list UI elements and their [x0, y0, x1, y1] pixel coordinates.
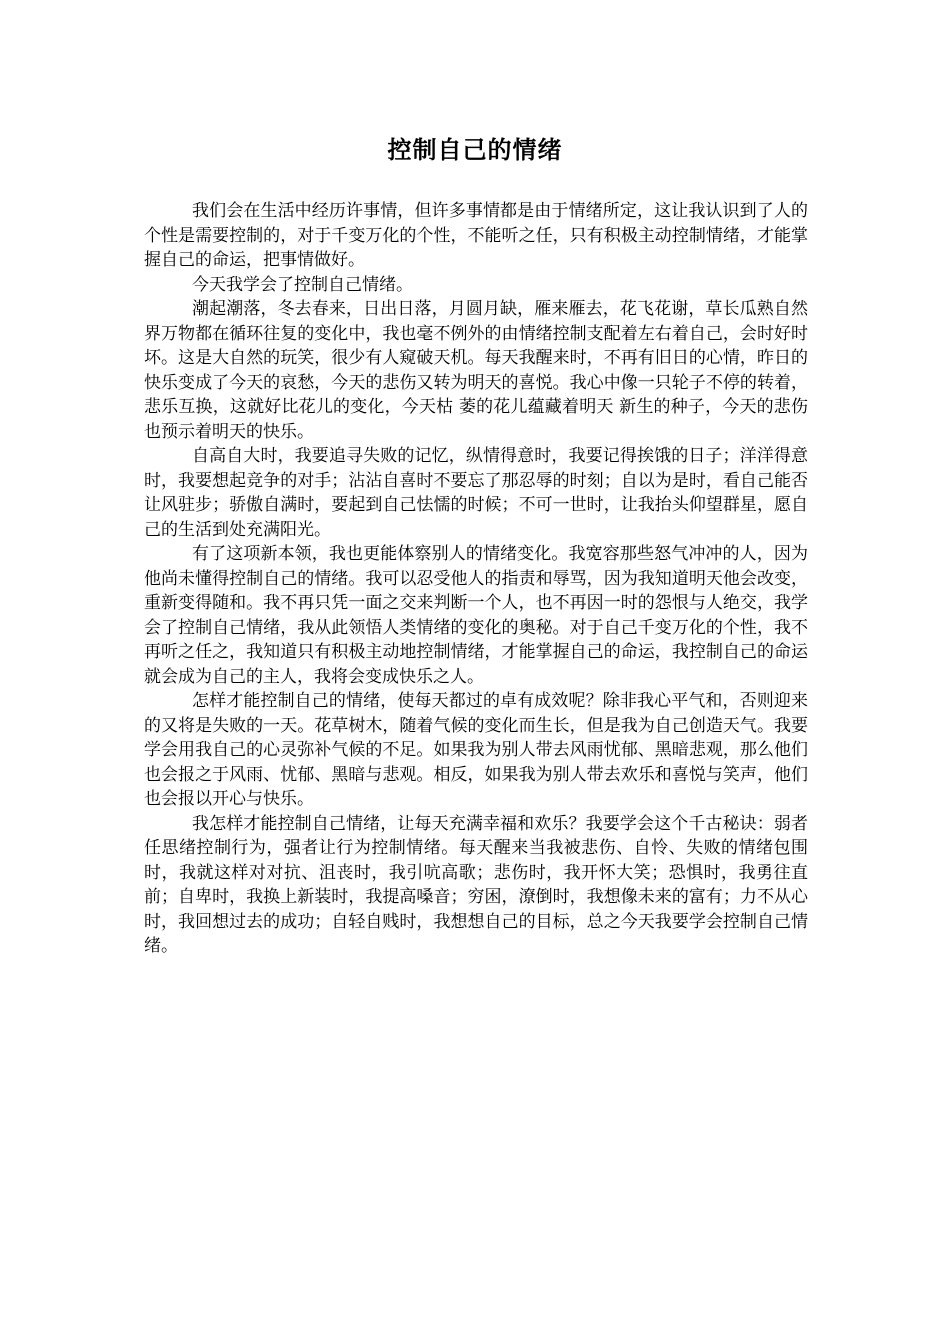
paragraph: 有了这项新本领，我也更能体察别人的情绪变化。我宽容那些怒气冲冲的人，因为他尚未懂得控制自己的情绪。我可以忍受他人的指责和辱骂，因为我知道明天他会改变，重新变得随和。我不再只凭一面之交来判断一个人，也不再因一时的怨恨与人绝交，我学会了控制自己情绪，我从此领悟人类情绪的变化的奥秘。对于自己千变万化的个性，我不再听之任之，我知道只有积极主动地控制情绪，才能掌握自己的命运，我控制自己的命运就会成为自己的主人，我将会变成快乐之人。: [144, 544, 808, 687]
paragraph: 潮起潮落，冬去春来，日出日落，月圆月缺，雁来雁去，花飞花谢，草长瓜熟自然界万物都在循环往复的变化中，我也毫不例外的由情绪控制支配着左右着自己，会时好时坏。这是大自然的玩笑，很少有人窥破天机。每天我醒来时，不再有旧日的心情，昨日的快乐变成了今天的哀愁，今天的悲伤又转为明天的喜悦。我心中像一只轮子不停的转着，悲乐互换，这就好比花儿的变化，今天枯 萎的花儿蕴藏着明天 新生的种子，今天的悲伤也预示着明天的快乐。: [144, 299, 808, 442]
document-body: [144, 199, 808, 959]
paragraph: 我怎样才能控制自己情绪，让每天充满幸福和欢乐？我要学会这个千古秘诀：弱者任思绪控制行为，强者让行为控制情绪。每天醒来当我被悲伤、自怜、失败的情绪包围时，我就这样对对抗、沮丧时，我引吭高歌；悲伤时，我开怀大笑；恐惧时，我勇往直前；自卑时，我换上新装时，我提高嗓音；穷困，潦倒时，我想像未来的富有；力不从心时，我回想过去的成功；自轻自贱时，我想想自己的目标，总之今天我要学会控制自己情绪。: [144, 813, 808, 956]
paragraph: 今天我学会了控制自己情绪。: [192, 274, 413, 295]
paragraph: 我们会在生活中经历许事情，但许多事情都是由于情绪所定，这让我认识到了人的个性是需要控制的，对于千变万化的个性，不能听之任，只有积极主动控制情绪，才能掌握自己的命运，把事情做好。: [144, 201, 808, 270]
document-title: 控制自己的情绪: [387, 136, 563, 164]
paragraph: 怎样才能控制自己的情绪，使每天都过的卓有成效呢？除非我心平气和，否则迎来的又将是失败的一天。花草树木，随着气候的变化而生长，但是我为自己创造天气。我要学会用我自己的心灵弥补气候的不足。如果我为别人带去风雨忧郁、黑暗悲观，那么他们也会报之于风雨、忧郁、黑暗与悲观。相反，如果我为别人带去欢乐和喜悦与笑声，他们也会报以开心与快乐。: [144, 691, 808, 809]
paragraph: 自高自大时，我要追寻失败的记忆，纵情得意时，我要记得挨饿的日子；洋洋得意时，我要想起竞争的对手；沾沾自喜时不要忘了那忍辱的时刻；自以为是时，看自己能否让风驻步；骄傲自满时，要起到自己怯懦的时候；不可一世时，让我抬头仰望群星，愿自己的生活到处充满阳光。: [144, 446, 808, 540]
